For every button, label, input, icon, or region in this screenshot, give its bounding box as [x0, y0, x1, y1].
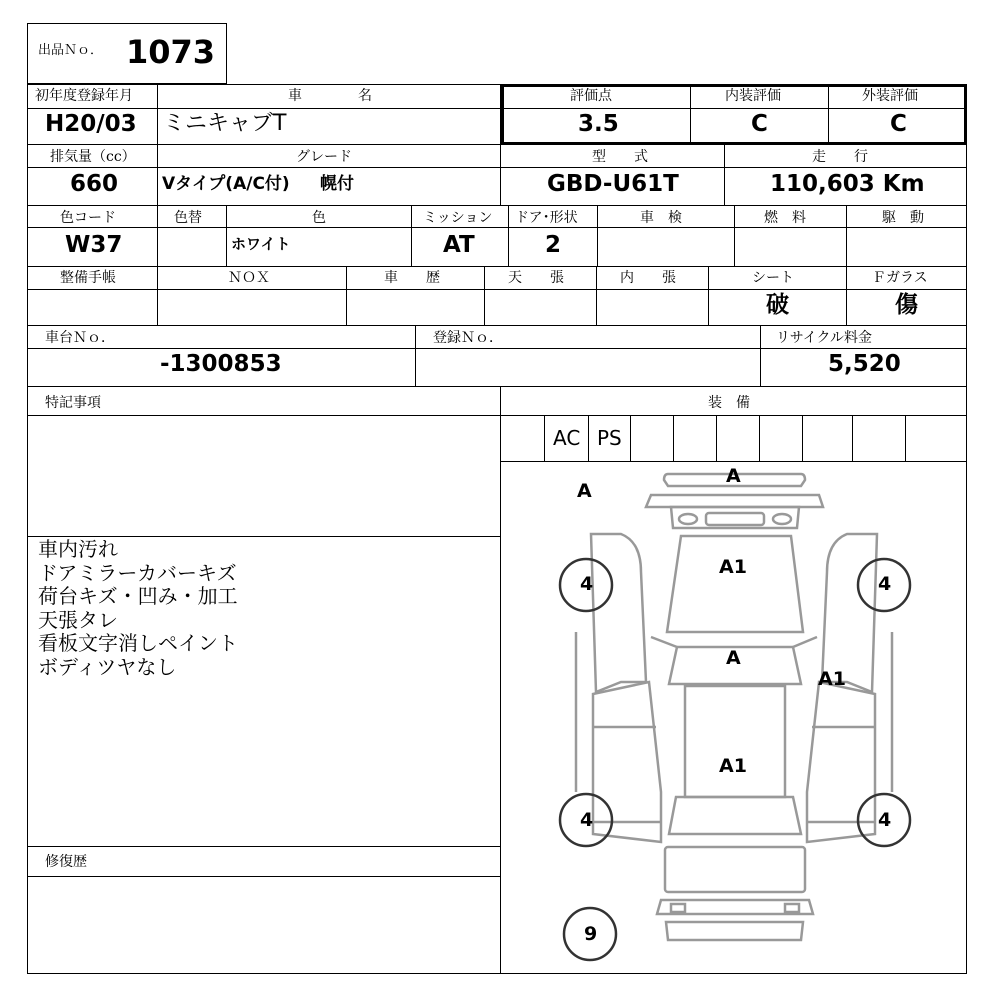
note-line: 車内汚れ — [38, 537, 118, 561]
recycle-label: リサイクル料金 — [776, 330, 873, 346]
eq-div-2 — [588, 416, 589, 461]
row3-div-6 — [734, 206, 735, 266]
fuel-label: 燃 料 — [764, 210, 806, 226]
note-line: 看板文字消しペイント — [38, 631, 238, 655]
row4-div-5 — [708, 267, 709, 325]
front-grille-outline — [646, 495, 823, 507]
rear-step-outline — [666, 922, 803, 940]
drive-label: 駆 動 — [882, 210, 924, 226]
repaint-label: 色替 — [174, 210, 202, 226]
color-label: 色 — [312, 210, 326, 226]
row2-div-1 — [157, 145, 158, 205]
interior-value: C — [751, 111, 768, 137]
color-value: ホワイト — [231, 235, 291, 253]
history-label: 車 歴 — [384, 270, 440, 286]
inspection-label: 車 検 — [640, 210, 682, 226]
eq-div-6 — [759, 416, 760, 461]
score-div-1 — [690, 84, 691, 144]
eq-div-8 — [852, 416, 853, 461]
repair-label: 修復歴 — [45, 854, 87, 870]
headlight-right — [773, 514, 791, 524]
lot-label: 出品Ｎｏ． — [38, 43, 104, 58]
color-code-label: 色コード — [60, 210, 116, 226]
recycle-value: 5,520 — [828, 351, 901, 377]
note-line: 荷台キズ・凹み・加工 — [38, 584, 238, 608]
row4-div-4 — [596, 267, 597, 325]
displacement-value: 660 — [70, 171, 119, 197]
vehicle-diagram — [501, 462, 967, 974]
notes-label: 特記事項 — [45, 395, 101, 411]
row2-div-2 — [500, 145, 501, 205]
lot-number: 1073 — [126, 33, 216, 71]
transmission-label: ミッション — [423, 210, 493, 226]
damage-bed: A1 — [719, 755, 747, 777]
row3-div-1 — [157, 206, 158, 266]
chassis-value: -1300853 — [160, 351, 282, 377]
row5-sub-line — [27, 348, 967, 349]
score-div-2 — [828, 84, 829, 144]
mileage-label: 走 行 — [812, 149, 868, 165]
eq-div-1 — [544, 416, 545, 461]
row3-div-4 — [508, 206, 509, 266]
taillight-right — [785, 904, 799, 912]
grade-label: グレード — [296, 149, 352, 165]
row3-bottom-line — [27, 266, 967, 267]
damage-front-bumper: A — [726, 465, 741, 487]
left-cab-outline — [591, 534, 646, 692]
left-bed-outline — [593, 682, 661, 842]
roof-label: 天 張 — [508, 270, 564, 286]
note-line: ドアミラーカバーキズ — [38, 560, 237, 585]
tire-front-right: 4 — [878, 573, 892, 595]
chassis-label: 車台Ｎｏ． — [45, 330, 115, 346]
tire-rear-right: 4 — [878, 809, 892, 831]
reg-date-label: 初年度登録年月 — [35, 88, 133, 104]
repair-top-line — [27, 846, 501, 847]
door-value: 2 — [545, 232, 562, 258]
row1-sub-line-left — [27, 108, 501, 109]
row5-div-1 — [415, 326, 416, 386]
exterior-label: 外装評価 — [862, 88, 918, 104]
row4-sub-line — [27, 289, 967, 290]
header-bottom-line — [27, 415, 967, 416]
row3-div-2 — [226, 206, 227, 266]
front-logo-outline — [706, 513, 764, 525]
headlight-left — [679, 514, 697, 524]
hood-outline — [667, 536, 803, 632]
row3-div-7 — [846, 206, 847, 266]
damage-cab-roof: A — [726, 647, 741, 669]
row4-div-1 — [157, 267, 158, 325]
row3-sub-line — [27, 227, 967, 228]
car-name-value: ミニキャブT — [163, 111, 287, 136]
interior-lining-label: 内 張 — [620, 270, 676, 286]
right-bed-outline — [807, 682, 875, 842]
eq-div-9 — [905, 416, 906, 461]
interior-label: 内装評価 — [725, 88, 781, 104]
color-code-value: W37 — [65, 232, 123, 258]
grade-value: Vタイプ(A/C付) — [162, 174, 290, 194]
transmission-value: AT — [443, 232, 475, 258]
mileage-value: 110,603 Km — [770, 171, 925, 197]
model-value: GBD-U61T — [547, 171, 679, 197]
lot-number-box — [27, 23, 227, 84]
row3-div-5 — [597, 206, 598, 266]
note-line: ボディツヤなし — [38, 654, 177, 679]
row4-div-3 — [484, 267, 485, 325]
row2-bottom-line — [27, 205, 967, 206]
eq-div-4 — [673, 416, 674, 461]
spare-tire: 9 — [584, 923, 598, 945]
maintenance-label: 整備手帳 — [60, 270, 116, 286]
nox-label: ＮＯＸ — [228, 270, 270, 286]
damage-hood: A1 — [719, 556, 747, 578]
eq-div-5 — [716, 416, 717, 461]
row2-div-3 — [724, 145, 725, 205]
row3-div-3 — [411, 206, 412, 266]
registration-label: 登録Ｎｏ． — [433, 330, 503, 346]
repair-sub-line — [27, 876, 501, 877]
eq-div-7 — [802, 416, 803, 461]
f-glass-label: Ｆガラス — [872, 270, 928, 286]
model-label: 型 式 — [592, 149, 648, 165]
seat-label: シート — [752, 270, 794, 286]
car-name-label: 車 名 — [288, 88, 372, 104]
equipment-item-ac: AC — [553, 426, 581, 450]
rear-panel-outline — [665, 847, 805, 892]
damage-cab-side-right: A1 — [818, 668, 846, 690]
bed-outline — [685, 686, 785, 797]
row5-bottom-line — [27, 386, 967, 387]
notes-list — [38, 538, 238, 679]
reg-date-value: H20/03 — [45, 111, 137, 137]
score-sub-line — [501, 108, 967, 109]
row1-div-1 — [157, 84, 158, 144]
eq-div-3 — [630, 416, 631, 461]
tire-front-left: 4 — [580, 573, 594, 595]
row2-sub-line — [27, 167, 967, 168]
score-value: 3.5 — [578, 111, 619, 137]
tailgate-outline — [669, 797, 801, 834]
row4-div-2 — [346, 267, 347, 325]
seat-value: 破 — [766, 292, 789, 318]
grade-sub-value: 幌付 — [320, 174, 354, 194]
displacement-label: 排気量（cc） — [50, 149, 136, 165]
taillight-left — [671, 904, 685, 912]
equipment-label: 装 備 — [708, 395, 750, 411]
f-glass-value: 傷 — [895, 292, 918, 318]
exterior-value: C — [890, 111, 907, 137]
score-label: 評価点 — [570, 88, 612, 104]
row4-div-6 — [846, 267, 847, 325]
row4-bottom-line — [27, 325, 967, 326]
damage-front-left: A — [577, 480, 592, 502]
row5-div-2 — [760, 326, 761, 386]
note-line: 天張タレ — [38, 607, 118, 632]
tire-rear-left: 4 — [580, 809, 594, 831]
equipment-item-ps: PS — [597, 426, 622, 450]
door-label: ドア･形状 — [515, 210, 578, 226]
